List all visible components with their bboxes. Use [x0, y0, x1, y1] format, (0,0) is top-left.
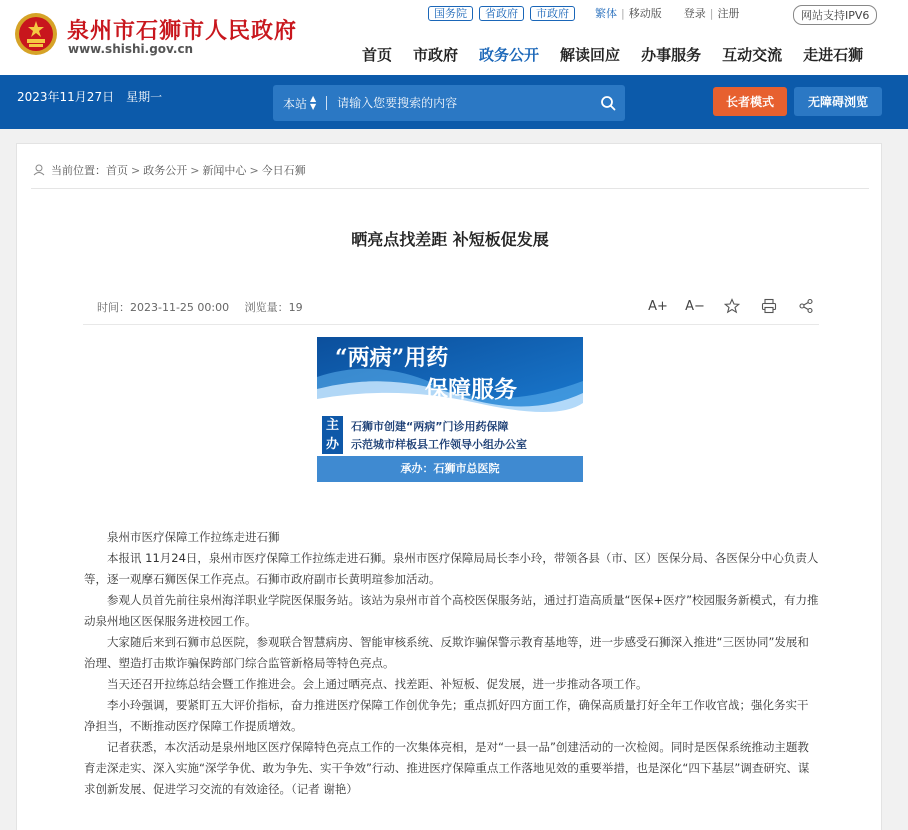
traditional-chinese-link[interactable]: 繁体 — [595, 7, 617, 20]
nav-interpretation[interactable]: 解读回应 — [560, 46, 621, 64]
breadcrumb-separator: > — [190, 163, 200, 177]
nav-government-affairs[interactable]: 政务公开 — [479, 46, 540, 64]
search-scope-select[interactable] — [283, 95, 316, 112]
gov-link-city[interactable]: 市政府 — [530, 6, 575, 21]
top-links — [428, 5, 739, 21]
font-decrease-icon: A− — [685, 298, 705, 314]
elder-mode-button[interactable]: 长者模式 — [713, 87, 787, 116]
article-paragraph: 参观人员首先前往泉州海洋职业学院医保服务站。该站为泉州市首个高校医保服务站，通过打造高质量“医保+医疗”校园服务新模式，有力推动泉州地区医保服务进校园工作。 — [84, 593, 819, 628]
nav-home[interactable]: 首页 — [362, 46, 393, 64]
article-container — [16, 143, 882, 830]
sort-arrows-icon: ▲ ▼ — [310, 94, 317, 111]
separator: | — [621, 6, 625, 20]
share-icon — [798, 298, 814, 314]
gov-link-province[interactable]: 省政府 — [479, 6, 524, 21]
banner-organizer: 承办：石狮市总医院 — [317, 456, 583, 482]
article-tools — [632, 295, 817, 317]
article-paragraph: 当天还召开拉练总结会暨工作推进会。会上通过晒亮点、找差距、补短板、促发展，进一步推动各项工作。 — [107, 677, 648, 691]
mobile-version-link[interactable]: 移动版 — [628, 7, 662, 20]
sponsor-label: 主办 — [322, 416, 343, 454]
current-date: 2023年11月27日 星期一 — [17, 90, 163, 104]
search-icon — [600, 95, 616, 111]
favorite-button[interactable] — [721, 295, 743, 317]
share-button[interactable] — [795, 295, 817, 317]
font-increase-icon: A+ — [648, 298, 668, 314]
article-banner-image — [317, 337, 583, 482]
main-nav — [362, 44, 863, 65]
article-paragraph: 本报讯 11月24日，泉州市医疗保障工作拉练走进石狮。泉州市医疗保障局局长李小玲，带领各县（市、区）医保分局、各医保分中心负责人等，逐一观摩石狮医保工作亮点。石狮市政府副市长黄明瑄参加活动。 — [84, 551, 819, 586]
login-link[interactable]: 登录 — [683, 7, 706, 20]
site-name[interactable]: 泉州市石狮市人民政府 — [67, 18, 298, 44]
article-meta — [83, 287, 819, 325]
font-increase-button[interactable] — [647, 295, 669, 317]
banner-sponsor-panel — [317, 414, 583, 456]
location-pin-icon — [33, 164, 45, 176]
search-scope-label: 本站 — [283, 96, 308, 111]
search-input[interactable] — [337, 96, 591, 110]
breadcrumb-prefix: 当前位置： — [51, 164, 106, 177]
breadcrumb-today-shishi[interactable]: 今日石狮 — [261, 164, 306, 177]
gov-link-state-council[interactable]: 国务院 — [428, 6, 473, 21]
breadcrumb — [33, 162, 306, 178]
site-header — [0, 0, 908, 75]
search-box — [273, 85, 625, 121]
article-title: 晒亮点找差距 补短板促发展 — [351, 230, 549, 249]
article-paragraph: 大家随后来到石狮市总医院，参观联合智慧病房、智能审核系统、反欺诈骗保警示教育基地等，进一步感受石狮深入推进“三医协同”发展和治理、塑造打击欺诈骗保跨部门综合监管新格局等特色亮点。 — [84, 635, 809, 670]
view-count: 浏览量：19 — [244, 301, 303, 314]
divider — [326, 96, 327, 110]
print-icon — [761, 298, 777, 314]
font-decrease-button[interactable] — [684, 295, 706, 317]
search-button[interactable] — [591, 85, 625, 121]
article-body — [84, 527, 819, 800]
nav-city-government[interactable]: 市政府 — [413, 46, 459, 64]
search-bar-strip — [0, 75, 908, 129]
breadcrumb-separator: > — [131, 163, 141, 177]
publish-time: 时间：2023-11-25 00:00 — [97, 301, 230, 314]
sponsor-line2: 示范城市样板县工作领导小组办公室 — [351, 438, 527, 451]
sponsor-line1: 石狮市创建“两病”门诊用药保障 — [351, 420, 509, 433]
breadcrumb-home[interactable]: 首页 — [106, 164, 128, 177]
nav-interaction[interactable]: 互动交流 — [722, 46, 783, 64]
site-url: www.shishi.gov.cn — [68, 42, 194, 56]
register-link[interactable]: 注册 — [717, 7, 740, 20]
divider — [31, 188, 869, 189]
accessibility-button[interactable]: 无障碍浏览 — [794, 87, 882, 116]
breadcrumb-government-affairs[interactable]: 政务公开 — [143, 164, 188, 177]
nav-services[interactable]: 办事服务 — [641, 46, 702, 64]
star-icon — [724, 298, 740, 314]
banner-title-line2: 保障服务 — [425, 376, 517, 403]
banner-title-line1: “两病”用药 — [335, 345, 449, 371]
breadcrumb-news-center[interactable]: 新闻中心 — [202, 164, 247, 177]
nav-about-shishi[interactable]: 走进石狮 — [803, 46, 864, 64]
breadcrumb-separator: > — [249, 163, 259, 177]
article-paragraph: 记者获悉，本次活动是泉州地区医疗保障特色亮点工作的一次集体亮相，是对“一县一品”创建活动的一次检阅。同时是医保系统推动主题教育走深走实、深入实施“深学争优、敢为争先、实干争效”行动、推进医疗保障重点工作落地见效的重要举措，也是深化“四下基层”调查研究、谋求创新发展、促进学习交流的有效途径。（记者 谢艳） — [84, 740, 810, 796]
national-emblem-icon[interactable] — [14, 12, 58, 56]
article-paragraph: 李小玲强调，要紧盯五大评价指标，奋力推进医疗保障工作创优争先；重点抓好四方面工作，确保高质量打好全年工作收官战；强化务实干净担当，不断推动医疗保障工作提质增效。 — [84, 698, 809, 733]
article-paragraph: 泉州市医疗保障工作拉练走进石狮 — [107, 530, 280, 544]
separator: | — [709, 6, 714, 20]
print-button[interactable] — [758, 295, 780, 317]
ipv6-badge: 网站支持IPV6 — [793, 5, 877, 25]
